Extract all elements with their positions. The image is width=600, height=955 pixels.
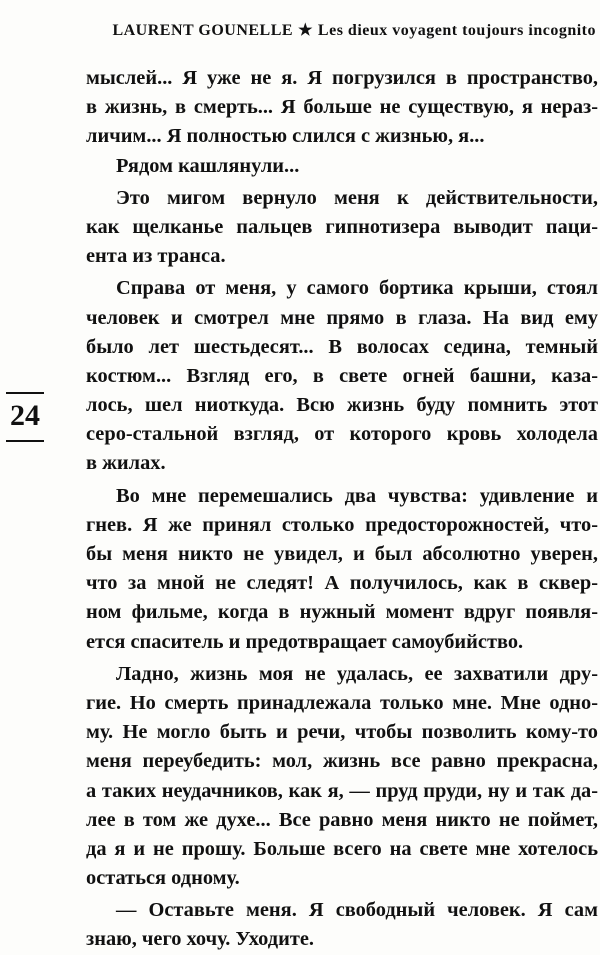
text-line: да я и не прошу. Больше всего на свете мне хотелось <box>86 837 598 860</box>
text-line: Рядом кашлянули... <box>116 154 300 177</box>
text-line: мыслей... Я уже не я. Я погрузился в пространство, <box>86 67 598 89</box>
page-number: 24 <box>10 399 40 432</box>
text-line: Это мигом вернуло меня к действительности, <box>116 186 598 209</box>
text-line: знаю, чего хочу. Уходите. <box>86 928 314 951</box>
text-line: ента из транса. <box>86 245 226 268</box>
running-header <box>86 20 596 40</box>
text-line: гнев. Я же принял столько предосторожностей, что- <box>86 513 598 536</box>
text-line: личим... Я полностью слился с жизнью, я... <box>86 125 485 148</box>
page-number-rule-top <box>6 392 44 394</box>
text-line: остаться одному. <box>86 867 240 890</box>
text-line: в жилах. <box>86 452 166 475</box>
text-line: Справа от меня, у самого бортика крыши, стоял <box>116 277 598 300</box>
header-author: LAURENT GOUNELLE <box>112 22 294 39</box>
text-line: — Оставьте меня. Я свободный человек. Я сам <box>116 899 598 922</box>
text-line: серо-стальной взгляд, от которого кровь холодела <box>86 423 598 446</box>
page-number-rule-bottom <box>6 440 44 442</box>
text-line: бы меня никто не увидел, и был абсолютно уверен, <box>86 543 598 565</box>
text-line: что за мной не следят! А получилось, как в сквер- <box>86 572 598 595</box>
star-icon: ★ <box>298 22 313 39</box>
body-text <box>86 64 598 955</box>
text-line: ном фильме, когда в нужный момент вдруг появля- <box>86 601 598 624</box>
text-line: Ладно, жизнь моя не удалась, ее захватили дру- <box>116 662 598 685</box>
text-line: в жизнь, в смерть... Я больше не существую, я нераз- <box>86 96 598 119</box>
text-line: человек и смотрел мне прямо в глаза. На вид ему <box>86 306 598 329</box>
text-line: было лет шестьдесят... В волосах седина, темный <box>86 335 598 358</box>
text-line: костюм... Взгляд его, в свете огней башни, каза- <box>86 364 598 387</box>
text-line: Во мне перемешались два чувства: удивление и <box>116 484 598 507</box>
text-line: лее в том же духе... Все равно меня никто не поймет, <box>86 808 598 831</box>
text-line: лось, шел ниоткуда. Всю жизнь буду помнить этот <box>86 394 598 417</box>
header-book-title: Les dieux voyagent toujours incognito <box>317 22 596 39</box>
text-line: меня переубедить: мол, жизнь все равно прекрасна, <box>86 750 598 773</box>
text-line: гие. Но смерть принадлежала только мне. Мне одно- <box>86 691 598 714</box>
text-line: а таких неудачников, как я, — пруд пруди, ну и так да- <box>86 779 598 802</box>
text-line: как щелканье пальцев гипнотизера выводит паци- <box>86 215 598 238</box>
text-line: ется спаситель и предотвращает самоубийство. <box>86 630 524 653</box>
text-line: му. Не могло быть и речи, чтобы позволить кому-то <box>86 721 598 744</box>
